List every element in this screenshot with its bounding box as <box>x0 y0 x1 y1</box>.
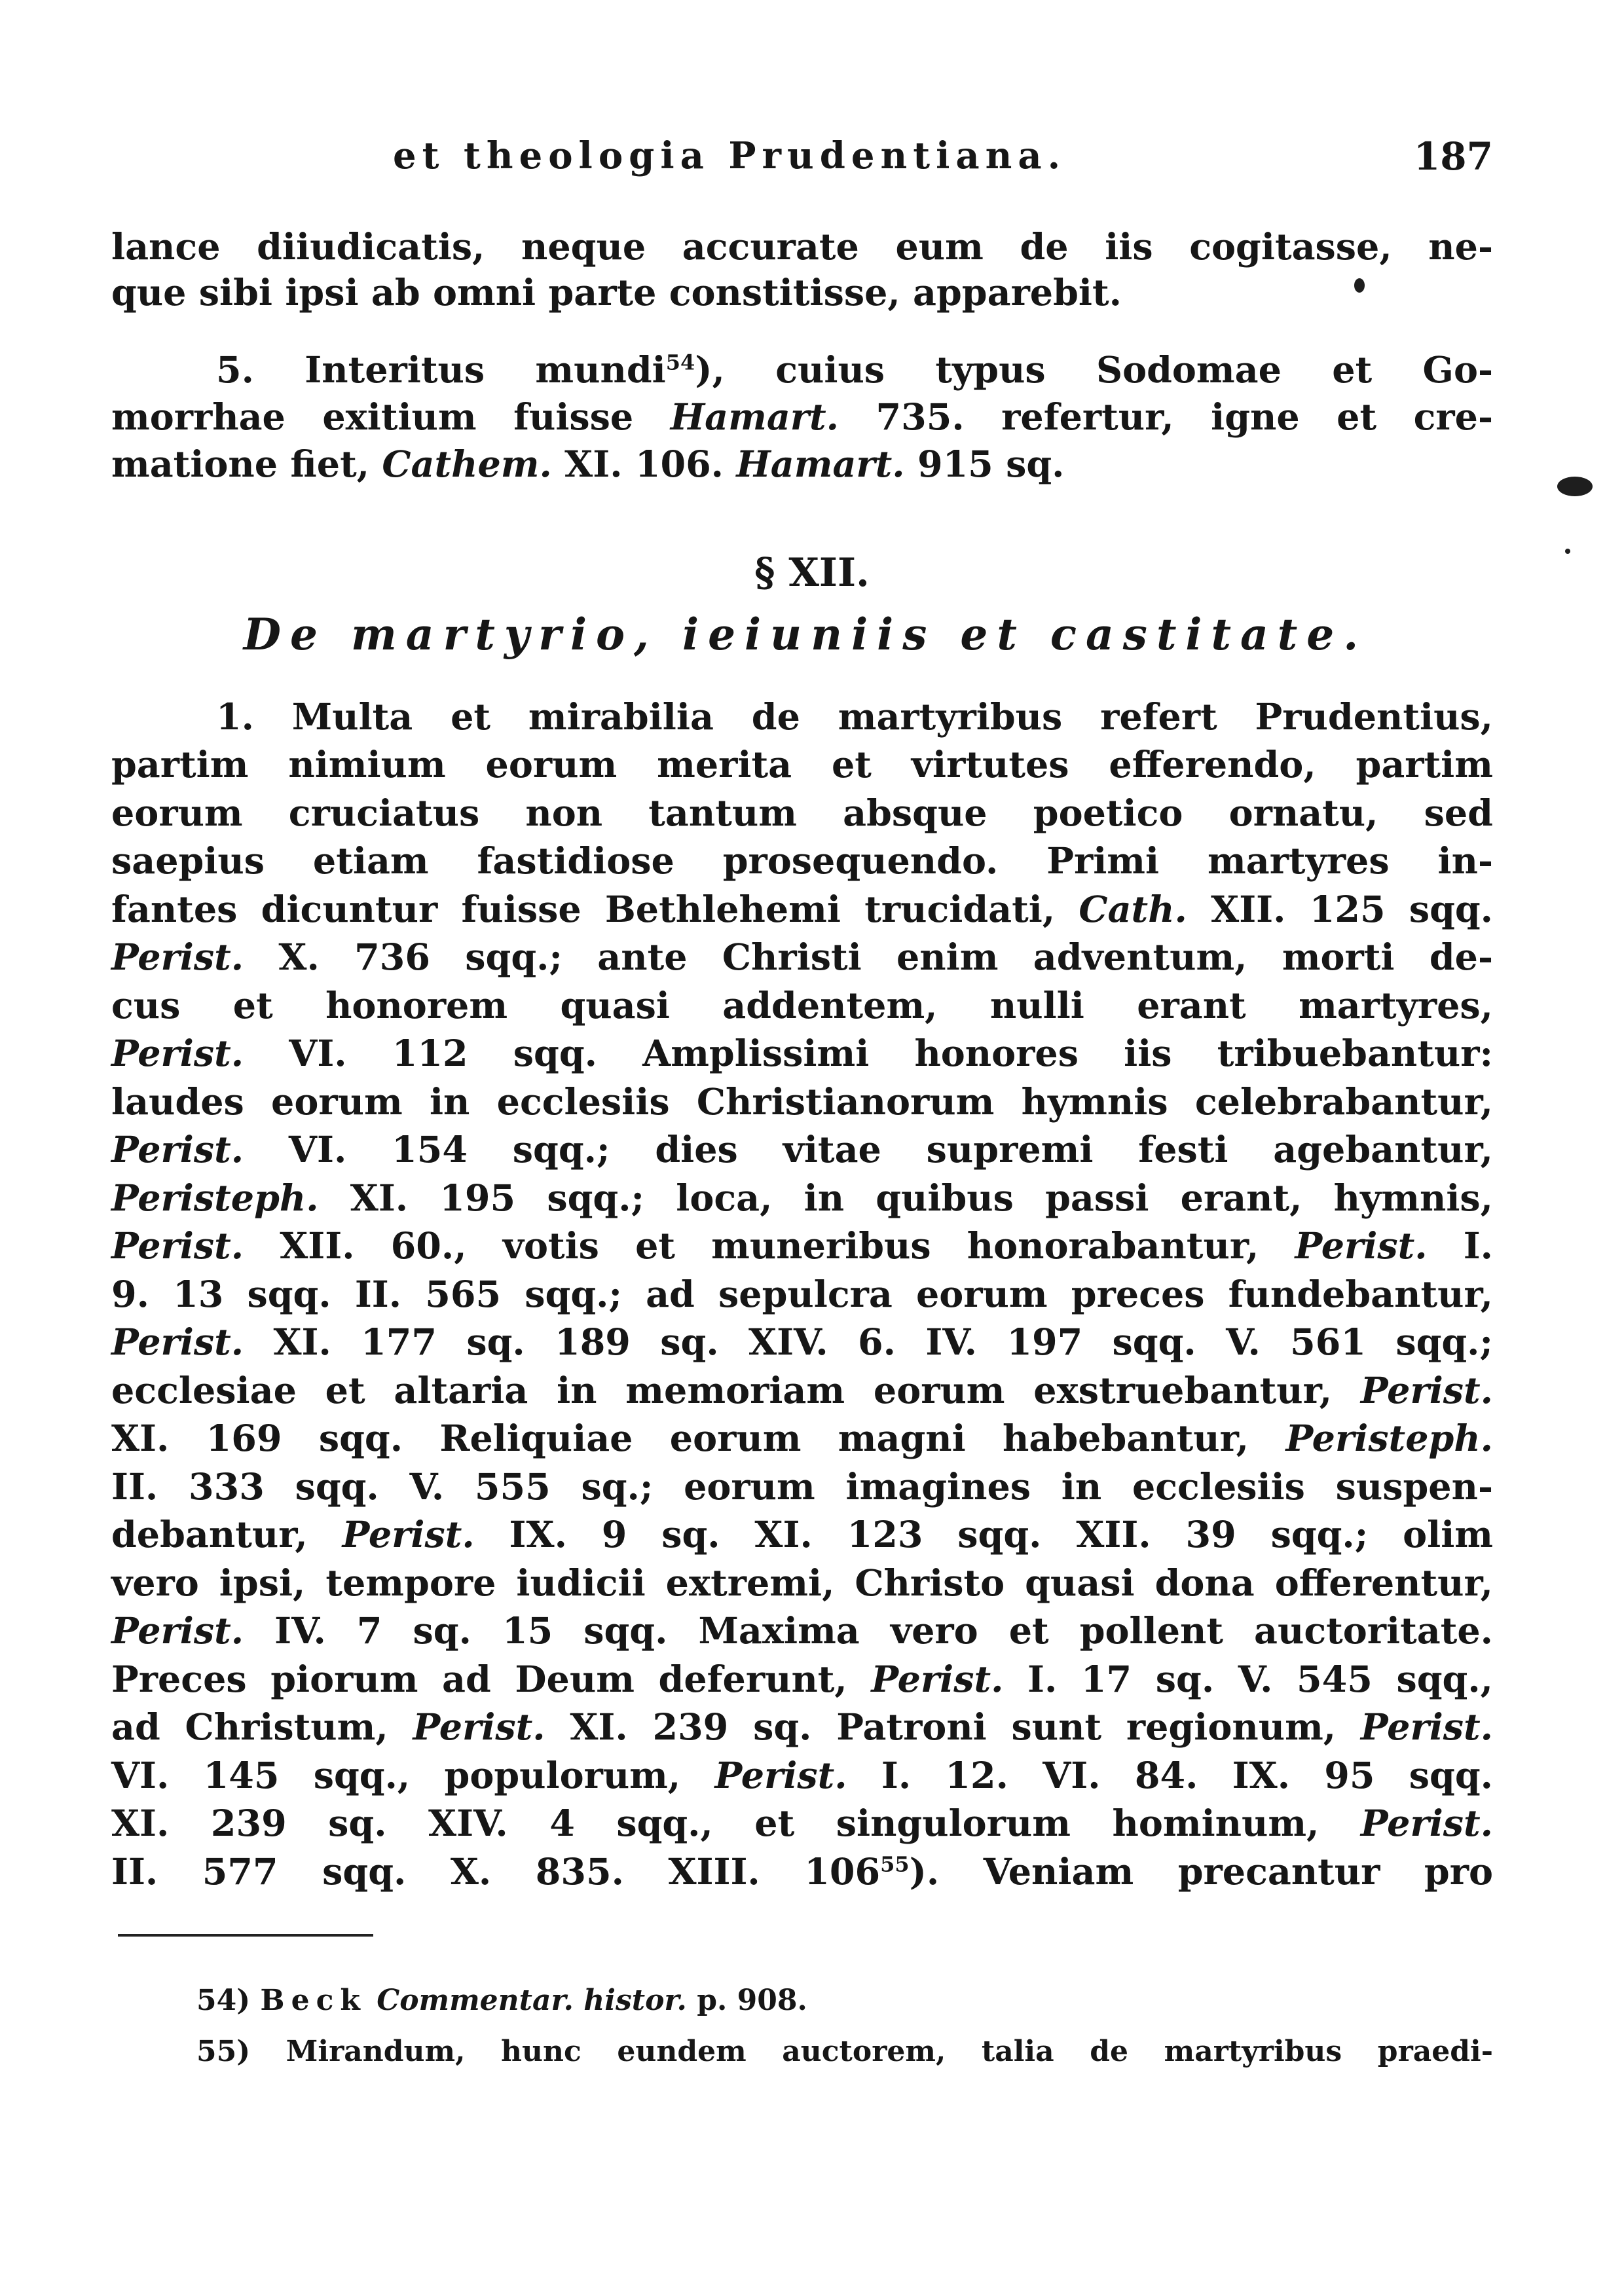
text-line: debantur, Perist. IX. 9 sq. XI. 123 sqq. XII. 39 sqq.; olim <box>111 1514 1493 1556</box>
footnote-work-title: Commentar. histor. <box>377 1984 687 2017</box>
text-line: vero ipsi, tempore iudicii extremi, Christo quasi dona offerentur, <box>111 1562 1493 1605</box>
text-line: Perist. XI. 177 sq. 189 sq. XIV. 6. IV. 197 sqq. V. 561 sqq.; <box>111 1321 1493 1364</box>
text-line: Perist. IV. 7 sq. 15 sqq. Maxima vero et pollent auctoritate. <box>111 1610 1493 1652</box>
text-line: partim nimium eorum merita et virtutes efferendo, partim <box>111 744 1493 786</box>
footnote-54 <box>196 1984 807 2017</box>
text-line: que sibi ipsi ab omni parte constitisse, apparebit. <box>111 272 1122 314</box>
ink-speck <box>1354 278 1365 293</box>
text-line: XI. 239 sq. XIV. 4 sqq., et singulorum hominum, Perist. <box>111 1802 1493 1845</box>
text-line: 5. Interitus mundi$^{54}$), cuius typus Sodomae et Go- <box>216 349 1494 392</box>
footnote-author: Beck <box>260 1984 367 2017</box>
text-line: ecclesiae et altaria in memoriam eorum exstruebantur, Perist. <box>111 1370 1493 1412</box>
text-line: saepius etiam fastidiose prosequendo. Primi martyres in- <box>111 840 1493 883</box>
footnote-55: 55) Mirandum, hunc eundem auctorem, talia de martyribus praedi- <box>196 2035 1493 2068</box>
text-line: eorum cruciatus non tantum absque poetico ornatu, sed <box>111 792 1493 835</box>
text-line: laudes eorum in ecclesiis Christianorum hymnis celebrabantur, <box>111 1081 1493 1123</box>
text-line: ad Christum, Perist. XI. 239 sq. Patroni sunt regionum, Perist. <box>111 1706 1493 1749</box>
text-line: 9. 13 sqq. II. 565 sqq.; ad sepulcra eorum preces fundebantur, <box>111 1273 1493 1316</box>
footnote-page-ref: p. 908. <box>697 1984 807 2017</box>
text-line: fantes dicuntur fuisse Bethlehemi trucidati, Cath. XII. 125 sqq. <box>111 888 1494 931</box>
section-number: § XII. <box>754 550 870 596</box>
page-number: 187 <box>1413 134 1493 179</box>
text-line: Peristeph. XI. 195 sqq.; loca, in quibus passi erant, hymnis, <box>111 1177 1493 1220</box>
ink-speck <box>1565 549 1570 554</box>
text-line: VI. 145 sqq., populorum, Perist. I. 12. VI. 84. IX. 95 sqq. <box>111 1755 1493 1797</box>
footnote-ref-54[interactable]: 54 <box>665 350 695 375</box>
text-line: lance diiudicatis, neque accurate eum de iis cogitasse, ne- <box>111 226 1493 268</box>
text-line: Perist. VI. 154 sqq.; dies vitae supremi festi agebantur, <box>111 1129 1493 1171</box>
footnote-ref-55[interactable]: 55 <box>880 1851 910 1877</box>
text-line: II. 577 sqq. X. 835. XIII. $106^{55}$). Veniam precantur pro <box>111 1851 1493 1893</box>
text-line: II. 333 sqq. V. 555 sq.; eorum imagines in ecclesiis suspen- <box>111 1466 1493 1508</box>
text-line: Preces piorum ad Deum deferunt, Perist. I. 17 sq. V. 545 sqq., <box>111 1658 1493 1701</box>
text-line: 1. Multa et mirabilia de martyribus refert Prudentius, <box>216 696 1493 738</box>
page-header <box>393 134 1493 193</box>
footnote-rule <box>118 1934 373 1937</box>
text-line: Perist. VI. 112 sqq. Amplissimi honores iis tribuebantur: <box>111 1032 1493 1075</box>
running-title: et theologia Prudentiana. <box>393 134 1067 177</box>
text-line: morrhae exitium fuisse Hamart. 735. refertur, igne et cre- <box>111 396 1493 439</box>
ink-blot <box>1557 477 1593 496</box>
section-title: De martyrio, ieiuniis et castitate. <box>243 609 1368 660</box>
text-line: Perist. X. 736 sqq.; ante Christi enim adventum, morti de- <box>111 936 1493 979</box>
footnote-number: 54) <box>196 1984 251 2017</box>
text-line: Perist. XII. 60., votis et muneribus honorabantur, Perist. I. <box>111 1225 1494 1267</box>
text-line: matione fiet, Cathem. XI. 106. Hamart. 915 sq. <box>111 443 1065 486</box>
text-line: cus et honorem quasi addentem, nulli erant martyres, <box>111 985 1493 1027</box>
text-line: XI. 169 sqq. Reliquiae eorum magni habebantur, Peristeph. <box>111 1417 1493 1460</box>
